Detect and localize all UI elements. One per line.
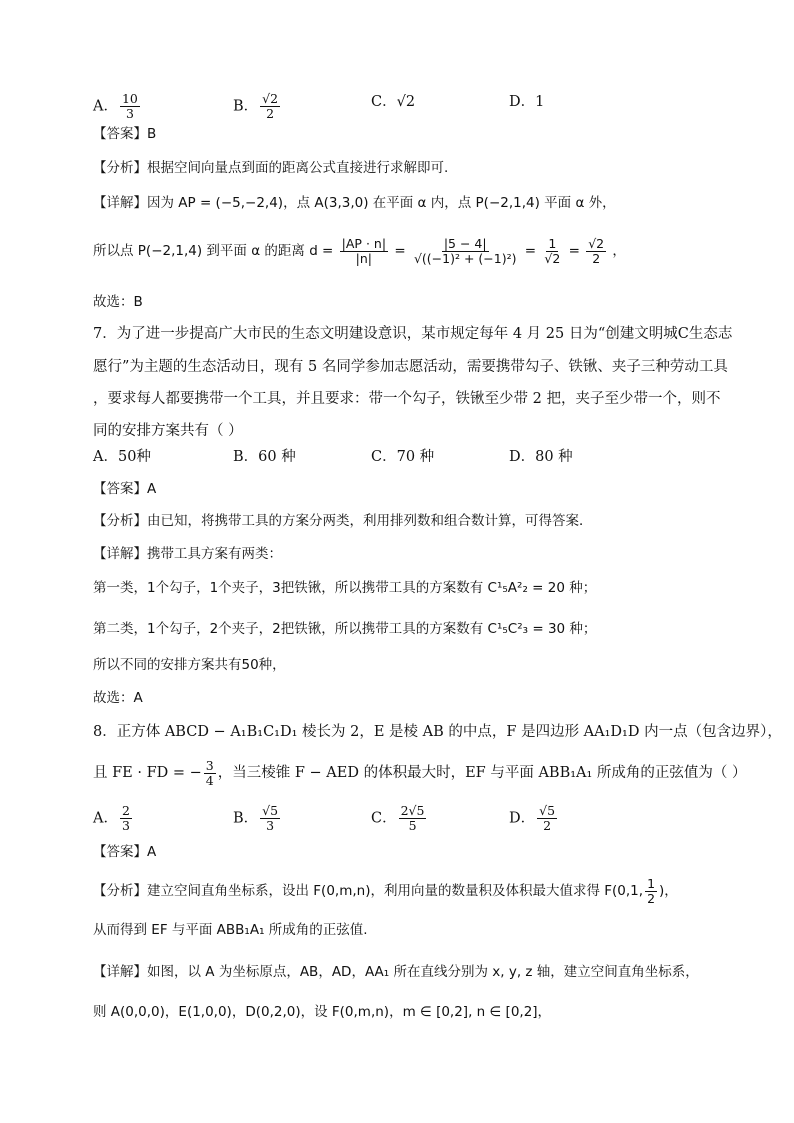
fraction: $\frac{√5}{2}$ xyxy=(539,803,556,833)
q8-answer: 【答案】A xyxy=(93,844,157,860)
q7-answer: 【答案】A xyxy=(93,481,157,497)
q7-detail-1: 【详解】携带工具方案有两类： xyxy=(93,546,282,562)
q7-analysis: 【分析】由已知，将携带工具的方案分两类，利用排列数和组合数计算，可得答案． xyxy=(93,513,593,529)
q8-option-a: A． $\frac{2}{3}$ xyxy=(93,803,130,833)
q7-option-b: B．60 种 xyxy=(233,449,296,465)
fraction: $\frac{1}{2}$ xyxy=(647,875,656,906)
fraction: $\frac{|5 - 4|}{\text{√((−1)² + (−1)²)}}$ xyxy=(413,235,517,266)
q7-option-c: C．70 种 xyxy=(371,449,435,465)
q6-option-b: B． $\frac{√2}{2}$ xyxy=(233,91,279,121)
fraction: $\frac{|AP \cdot n|}{|n|}$ xyxy=(341,235,387,266)
q8-detail-2: 则 A(0,0,0)，E(1,0,0)，D(0,2,0)，设 F(0,m,n)，m ∈ [0,2], n ∈ [0,2]， xyxy=(93,1004,552,1020)
q7-option-a: A．50种 xyxy=(93,449,151,465)
fraction: $\frac{10}{3}$ xyxy=(121,91,138,121)
fraction: $\frac{√5}{3}$ xyxy=(262,803,279,833)
q6-choice: 故选：B xyxy=(93,294,143,310)
q6-option-a: A． $\frac{10}{3}$ xyxy=(93,91,138,121)
fraction: $\frac{√2}{2}$ xyxy=(588,235,605,266)
q7-detail-3: 第二类，1个勾子，2个夹子，2把铁锹，所以携带工具的方案数有 C¹₅C²₃ = 30 种； xyxy=(93,621,597,637)
q7-stem-line-1: 7．为了进一步提高广大市民的生态文明建设意识，某市规定每年 4 月 25 日为“创建文明城C生态志 xyxy=(93,326,733,342)
q8-option-b: B． $\frac{√5}{3}$ xyxy=(233,803,279,833)
q6-option-c: C．√2 xyxy=(371,94,416,110)
q7-detail-4: 所以不同的安排方案共有50种， xyxy=(93,657,286,673)
q7-stem-line-3: ，要求每人都要携带一个工具，并且要求：带一个勾子，铁锹至少带 2 把，夹子至少带一个，则不 xyxy=(93,391,721,407)
fraction: $\frac{2√5}{5}$ xyxy=(400,803,425,833)
q8-detail-1: 【详解】如图，以 A 为坐标原点，AB，AD，AA₁ 所在直线分别为 x, y, z 轴，建立空间直角坐标系， xyxy=(93,964,699,980)
q7-detail-2: 第一类，1个勾子，1个夹子，3把铁锹，所以携带工具的方案数有 C¹₅A²₂ = 20 种； xyxy=(93,580,597,596)
q6-options xyxy=(93,82,733,126)
q8-stem-line-2: 且 FE · FD = − $\frac{3}{4}$ ，当三棱锥 F − AED 的体积最大时，EF 与平面 ABB₁A₁ 所成角的正弦值为（ ） xyxy=(93,757,747,788)
fraction: $\frac{√2}{2}$ xyxy=(262,91,279,121)
q6-option-d: D．1 xyxy=(509,94,545,110)
q8-analysis: 【分析】建立空间直角坐标系，设出 F(0,m,n)，利用向量的数量积及体积最大值求得 F(0,1, $\frac{1}{2}$ )， xyxy=(93,875,678,906)
q8-analysis-2: 从而得到 EF 与平面 ABB₁A₁ 所成角的正弦值. xyxy=(93,922,368,938)
q7-option-d: D．80 种 xyxy=(509,449,573,465)
q8-options xyxy=(93,800,733,844)
fraction: $\frac{1}{√2}$ xyxy=(544,235,561,266)
q6-analysis: 【分析】根据空间向量点到面的距离公式直接进行求解即可. xyxy=(93,160,449,176)
q8-stem-line-1: 8．正方体 ABCD − A₁B₁C₁D₁ 棱长为 2，E 是棱 AB 的中点，F 是四边形 AA₁D₁D 内一点（包含边界）， xyxy=(93,724,782,740)
q8-option-c: C． $\frac{2√5}{5}$ xyxy=(371,803,425,833)
q6-answer: 【答案】B xyxy=(93,126,157,142)
fraction: $\frac{2}{3}$ xyxy=(121,803,130,833)
fraction: $\frac{3}{4}$ xyxy=(205,757,214,788)
q6-detail-1: 【详解】因为 AP = (−5,−2,4)，点 A(3,3,0) 在平面 α 内，点 P(−2,1,4) 平面 α 外， xyxy=(93,195,616,211)
q8-option-d: D． $\frac{√5}{2}$ xyxy=(509,803,556,833)
q6-detail-2: 所以点 P(−2,1,4) 到平面 α 的距离 d = $\frac{|AP \cdot n|}{|n|}$ = $\frac{|5 - 4|}{\text{√((−1)² + (−1)²)}}$ = $\frac{1}{√2}$ = $\frac{√2}{2}$ ， xyxy=(93,235,626,266)
q7-stem-line-2: 愿行”为主题的生态活动日，现有 5 名同学参加志愿活动，需要携带勾子、铁锹、夹子三种劳动工具 xyxy=(93,359,728,375)
q7-stem-line-4: 同的安排方案共有（ ） xyxy=(93,423,243,439)
q7-choice: 故选：A xyxy=(93,690,143,706)
